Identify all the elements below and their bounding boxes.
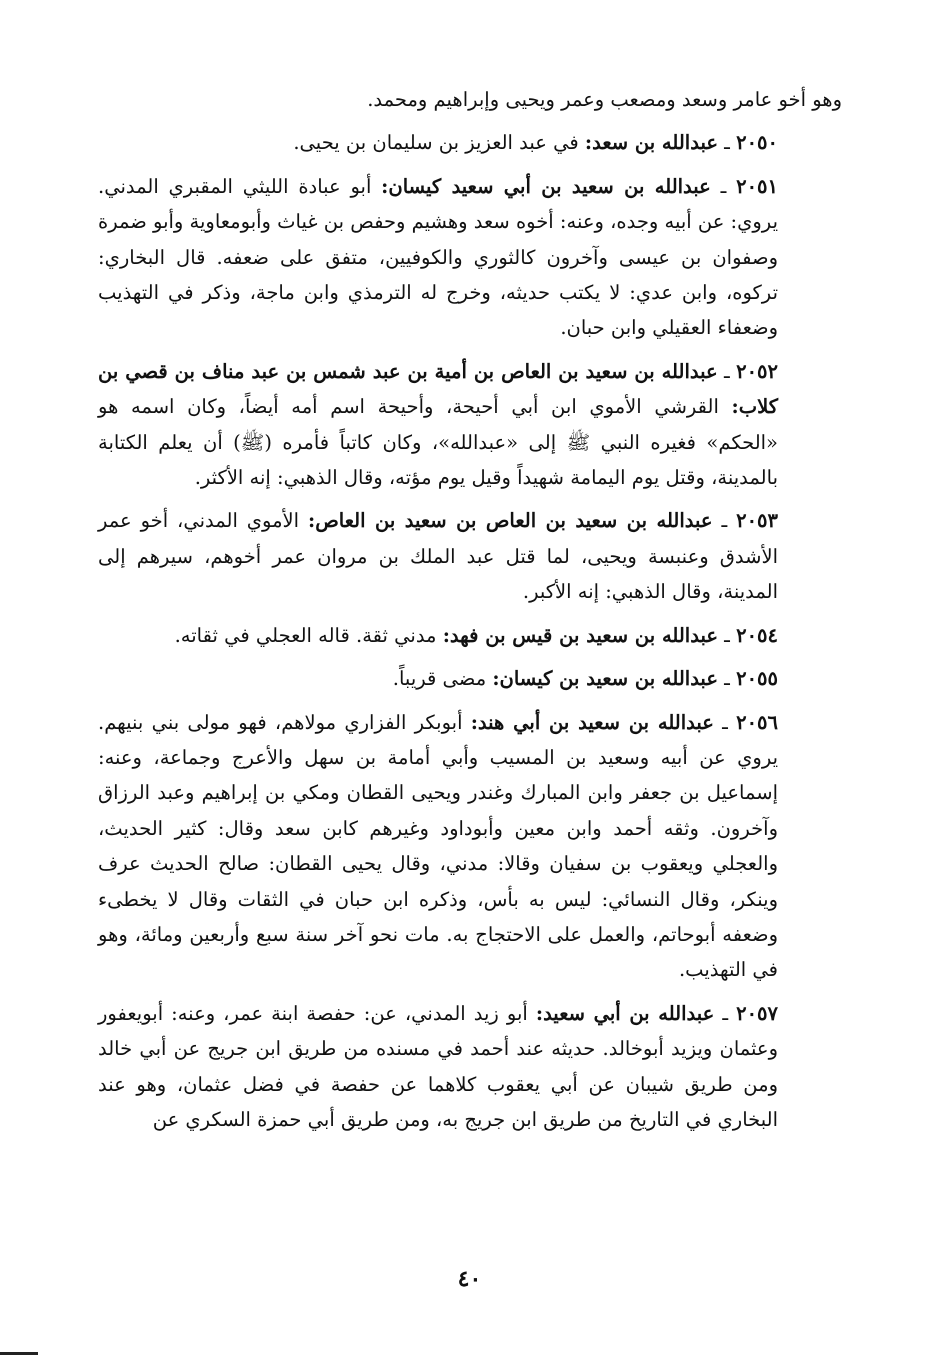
entry-name: عبدالله بن سعيد بن كيسان:	[492, 667, 718, 691]
entry-name: عبدالله بن سعيد بن أبي هند:	[470, 710, 714, 734]
intro-paragraph	[98, 82, 842, 117]
entry-number: ٢٠٥٦	[736, 710, 779, 734]
entry-number: ٢٠٥٠	[736, 131, 778, 155]
entry-name: عبدالله بن سعيد بن قيس بن فهد:	[442, 623, 718, 647]
entry-text: أبو زيد المدني، عن: حفصة ابنة عمر، وعنه: أبويعفور وعثمان ويزيد أبوخالد. حديثه عند أحمد في مسنده من طريق ابن جريج عن أبي خالد ومن طريق شيبان عن أبي يعقوب كلاهما عن حفصة في فضل عثمان، وهو عند البخاري في التاريخ من طريق ابن جريج به، ومن طريق أبي حمزة السكري عن	[98, 1001, 778, 1131]
entry-text: الأموي المدني، أخو عمر الأشدق وعنبسة ويحيى، لما قتل عبد الملك بن مروان عمر أخوهم، سيرهم إلى المدينة، وقال الذهبي: إنه الأكبر.	[98, 509, 778, 604]
entry-name: عبدالله بن سعد:	[584, 131, 718, 155]
entry-text: في عبد العزيز بن سليمان بن يحيى.	[293, 131, 579, 155]
entry-number: ٢٠٥٢	[736, 359, 778, 383]
entry-2057: ٢٠٥٧ ـ عبدالله بن أبي سعيد: أبو زيد المدني، عن: حفصة ابنة عمر، وعنه: أبويعفور وعثمان ويزيد أبوخالد. حديثه عند أحمد في مسنده من طريق ابن جريج عن أبي خالد ومن طريق شيبان عن أبي يعقوب كلاهما عن حفصة في فضل عثمان، وهو عند البخاري في التاريخ من طريق ابن جريج به، ومن طريق أبي حمزة السكري عن	[98, 1001, 778, 1131]
entry-number: ٢٠٥٧	[736, 1001, 778, 1025]
entry-2052: ٢٠٥٢ ـ عبدالله بن سعيد بن العاص بن أمية بن عبد شمس بن عبد مناف بن قصي بن كلاب: القرشي الأموي ابن أبي أحيحة، وأحيحة اسم أمه أيضاً، وكان اسمه هو «الحكم» فغيره النبي ﷺ إلى «عبدالله»، وكان كاتباً فأمره (ﷺ) أن يعلم الكتابة بالمدينة، وقتل يوم اليمامة شهيداً وقيل يوم مؤته، وقال الذهبي: إنه الأكثر.	[98, 359, 778, 490]
entry-number: ٢٠٥٣	[736, 509, 778, 533]
biographical-entries	[98, 82, 842, 1145]
entry-2054: ٢٠٥٤ ـ عبدالله بن سعيد بن قيس بن فهد: مدني ثقة. قاله العجلي في ثقاته.	[174, 623, 778, 647]
entry-name: عبدالله بن سعيد بن العاص بن أمية بن عبد شمس بن عبد مناف بن قصي بن كلاب:	[98, 359, 778, 419]
entry-2056: ٢٠٥٦ ـ عبدالله بن سعيد بن أبي هند: أبوبكر الفزاري مولاهم، فهو مولى بني بنيهم. يروي عن أبيه وسعيد بن المسيب وأبي أمامة بن سهل والأعرج وجماعة، وعنه: إسماعيل بن جعفر وابن المبارك وغندر ويحيى القطان ومكي بن إبراهيم وعبد الرزاق وآخرون. وثقه أحمد وابن معين وأبوداود وغيرهم كابن سعد وقال: كثير الحديث، والعجلي ويعقوب بن سفيان وقالا: مدني، وقال يحيى القطان: صالح الحديث عرف وينكر، وقال النسائي: ليس به بأس، وذكره ابن حبان في الثقات وقال لا يخطىء وضعفه أبوحاتم، والعمل على الاحتجاج به. مات نحو آخر سنة سبع وأربعين ومائة، وهو في التهذيب.	[98, 710, 779, 982]
entry-name: عبدالله بن سعيد بن أبي سعيد كيسان:	[381, 174, 711, 198]
entry-text: القرشي الأموي ابن أبي أحيحة، وأحيحة اسم أمه أيضاً، وكان اسمه هو «الحكم» فغيره النبي ﷺ إلى «عبدالله»، وكان كاتباً فأمره (ﷺ) أن يعلم الكتابة بالمدينة، وقتل يوم اليمامة شهيداً وقيل يوم مؤته، وقال الذهبي: إنه الأكثر.	[98, 395, 778, 490]
entry-2053: ٢٠٥٣ ـ عبدالله بن سعيد بن العاص بن سعيد بن العاص: الأموي المدني، أخو عمر الأشدق وعنبسة ويحيى، لما قتل عبد الملك بن مروان عمر أخوهم، سيرهم إلى المدينة، وقال الذهبي: إنه الأكبر.	[98, 509, 778, 604]
intro-text: وهو أخو عامر وسعد ومصعب وعمر ويحيى وإبراهيم ومحمد.	[367, 88, 842, 111]
entry-2050: ٢٠٥٠ ـ عبدالله بن سعد: في عبد العزيز بن سليمان بن يحيى.	[293, 131, 778, 155]
entry-number: ٢٠٥٥	[736, 667, 778, 691]
entry-number: ٢٠٥٤	[736, 623, 778, 647]
entry-2055: ٢٠٥٥ ـ عبدالله بن سعيد بن كيسان: مضى قريباً.	[392, 667, 778, 691]
entry-text: مضى قريباً.	[392, 667, 487, 691]
entry-number: ٢٠٥١	[736, 174, 778, 198]
entry-2051: ٢٠٥١ ـ عبدالله بن سعيد بن أبي سعيد كيسان: أبو عبادة الليثي المقبري المدني. يروي: عن أبيه وجده، وعنه: أخوه سعد وهشيم وحفص بن غياث وأبومعاوية وأبو ضمرة وصفوان بن عيسى وآخرون كالثوري والكوفيين، متفق على ضعفه. قال البخاري: تركوه، وابن عدي: لا يكتب حديثه، وخرج له الترمذي وابن ماجة، وذكر في التهذيب وضعفاء العقيلي وابن حبان.	[97, 174, 778, 340]
scan-edge-mark	[0, 1352, 38, 1355]
entry-name: عبدالله بن أبي سعيد:	[535, 1001, 715, 1025]
entry-text: أبو عبادة الليثي المقبري المدني. يروي: عن أبيه وجده، وعنه: أخوه سعد وهشيم وحفص بن غياث وأبومعاوية وأبو ضمرة وصفوان بن عيسى وآخرون كالثوري والكوفيين، متفق على ضعفه. قال البخاري: تركوه، وابن عدي: لا يكتب حديثه، وخرج له الترمذي وابن ماجة، وذكر في التهذيب وضعفاء العقيلي وابن حبان.	[97, 174, 778, 340]
page-number: ٤٠	[457, 1266, 482, 1292]
entry-name: عبدالله بن سعيد بن العاص بن سعيد بن العاص:	[308, 509, 713, 533]
entry-text: مدني ثقة. قاله العجلي في ثقاته.	[174, 623, 437, 647]
entry-text: أبوبكر الفزاري مولاهم، فهو مولى بني بنيهم. يروي عن أبيه وسعيد بن المسيب وأبي أمامة بن سهل والأعرج وجماعة، وعنه: إسماعيل بن جعفر وابن المبارك وغندر ويحيى القطان ومكي بن إبراهيم وعبد الرزاق وآخرون. وثقه أحمد وابن معين وأبوداود وغيرهم كابن سعد وقال: كثير الحديث، والعجلي ويعقوب بن سفيان وقالا: مدني، وقال يحيى القطان: صالح الحديث عرف وينكر، وقال النسائي: ليس به بأس، وذكره ابن حبان في الثقات وقال لا يخطىء وضعفه أبوحاتم، والعمل على الاحتجاج به. مات نحو آخر سنة سبع وأربعين ومائة، وهو في التهذيب.	[98, 710, 778, 982]
